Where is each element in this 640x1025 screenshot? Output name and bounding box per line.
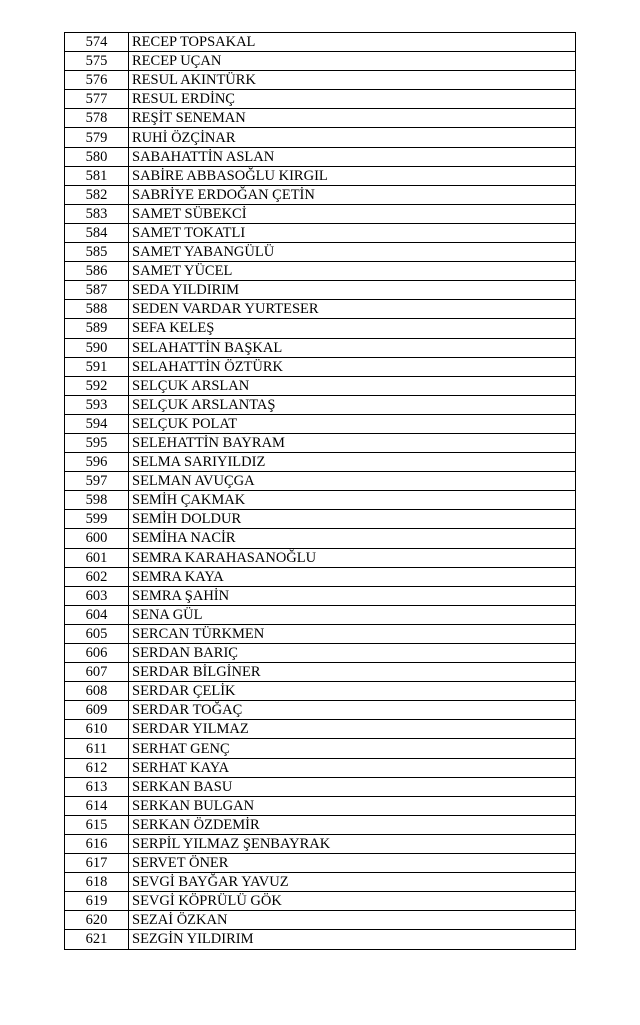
table-row (65, 128, 576, 147)
table-row (65, 605, 576, 624)
person-name-cell: SEZAİ ÖZKAN (129, 911, 576, 930)
table-row (65, 185, 576, 204)
table-row (65, 892, 576, 911)
table-row (65, 739, 576, 758)
person-name-cell: SERKAN BASU (129, 777, 576, 796)
row-number-cell: 604 (65, 605, 129, 624)
row-number-cell: 619 (65, 892, 129, 911)
table-row (65, 491, 576, 510)
table-row (65, 223, 576, 242)
person-name-cell: SEFA KELEŞ (129, 319, 576, 338)
row-number-cell: 612 (65, 758, 129, 777)
table-row (65, 52, 576, 71)
row-number-cell: 587 (65, 281, 129, 300)
table-row (65, 472, 576, 491)
table-row (65, 663, 576, 682)
person-name-cell: SERDAR TOĞAÇ (129, 701, 576, 720)
row-number-cell: 584 (65, 223, 129, 242)
person-name-cell: RECEP TOPSAKAL (129, 33, 576, 52)
person-name-cell: SAMET SÜBEKCİ (129, 204, 576, 223)
row-number-cell: 603 (65, 586, 129, 605)
person-name-cell: SABAHATTİN ASLAN (129, 147, 576, 166)
row-number-cell: 608 (65, 682, 129, 701)
table-row (65, 624, 576, 643)
table-row (65, 854, 576, 873)
person-name-cell: SELAHATTİN ÖZTÜRK (129, 357, 576, 376)
person-name-cell: SAMET YABANGÜLÜ (129, 243, 576, 262)
row-number-cell: 621 (65, 930, 129, 949)
person-name-cell: SERHAT GENÇ (129, 739, 576, 758)
row-number-cell: 602 (65, 567, 129, 586)
table-row (65, 33, 576, 52)
table-row (65, 567, 576, 586)
row-number-cell: 581 (65, 166, 129, 185)
row-number-cell: 611 (65, 739, 129, 758)
person-name-cell: SEMRA ŞAHİN (129, 586, 576, 605)
table-row (65, 395, 576, 414)
table-row (65, 529, 576, 548)
person-name-cell: RESUL ERDİNÇ (129, 90, 576, 109)
row-number-cell: 614 (65, 796, 129, 815)
table-row (65, 166, 576, 185)
table-row (65, 414, 576, 433)
person-name-cell: SEZGİN YILDIRIM (129, 930, 576, 949)
person-name-cell: SEMRA KAYA (129, 567, 576, 586)
row-number-cell: 588 (65, 300, 129, 319)
person-name-cell: SELÇUK POLAT (129, 414, 576, 433)
person-name-cell: SEVGİ KÖPRÜLÜ GÖK (129, 892, 576, 911)
row-number-cell: 618 (65, 873, 129, 892)
person-name-cell: SERVET ÖNER (129, 854, 576, 873)
table-row (65, 586, 576, 605)
table-row (65, 796, 576, 815)
row-number-cell: 620 (65, 911, 129, 930)
name-list-table (64, 32, 576, 950)
row-number-cell: 592 (65, 376, 129, 395)
row-number-cell: 617 (65, 854, 129, 873)
person-name-cell: SAMET TOKATLI (129, 223, 576, 242)
person-name-cell: SAMET YÜCEL (129, 262, 576, 281)
table-row (65, 930, 576, 949)
table-row (65, 357, 576, 376)
row-number-cell: 613 (65, 777, 129, 796)
person-name-cell: SELAHATTİN BAŞKAL (129, 338, 576, 357)
table-row (65, 453, 576, 472)
row-number-cell: 583 (65, 204, 129, 223)
table-row (65, 873, 576, 892)
person-name-cell: RESUL AKINTÜRK (129, 71, 576, 90)
table-row (65, 90, 576, 109)
row-number-cell: 591 (65, 357, 129, 376)
row-number-cell: 599 (65, 510, 129, 529)
person-name-cell: REŞİT SENEMAN (129, 109, 576, 128)
row-number-cell: 596 (65, 453, 129, 472)
person-name-cell: SERCAN TÜRKMEN (129, 624, 576, 643)
person-name-cell: SERDAR BİLGİNER (129, 663, 576, 682)
table-row (65, 911, 576, 930)
table-row (65, 815, 576, 834)
person-name-cell: SEMİHA NACİR (129, 529, 576, 548)
person-name-cell: RECEP UÇAN (129, 52, 576, 71)
table-row (65, 644, 576, 663)
table-row (65, 300, 576, 319)
person-name-cell: SERKAN ÖZDEMİR (129, 815, 576, 834)
row-number-cell: 579 (65, 128, 129, 147)
table-row (65, 109, 576, 128)
row-number-cell: 575 (65, 52, 129, 71)
row-number-cell: 609 (65, 701, 129, 720)
row-number-cell: 574 (65, 33, 129, 52)
person-name-cell: SERKAN BULGAN (129, 796, 576, 815)
table-row (65, 834, 576, 853)
row-number-cell: 598 (65, 491, 129, 510)
person-name-cell: SELMA SARIYILDIZ (129, 453, 576, 472)
row-number-cell: 580 (65, 147, 129, 166)
table-row (65, 262, 576, 281)
row-number-cell: 589 (65, 319, 129, 338)
row-number-cell: 582 (65, 185, 129, 204)
table-row (65, 720, 576, 739)
row-number-cell: 576 (65, 71, 129, 90)
person-name-cell: SEDA YILDIRIM (129, 281, 576, 300)
row-number-cell: 616 (65, 834, 129, 853)
table-row (65, 204, 576, 223)
row-number-cell: 600 (65, 529, 129, 548)
person-name-cell: SERDAR ÇELİK (129, 682, 576, 701)
name-list-body (65, 33, 576, 950)
table-row (65, 281, 576, 300)
document-page (64, 32, 576, 950)
person-name-cell: SELÇUK ARSLANTAŞ (129, 395, 576, 414)
row-number-cell: 586 (65, 262, 129, 281)
row-number-cell: 595 (65, 433, 129, 452)
table-row (65, 147, 576, 166)
row-number-cell: 607 (65, 663, 129, 682)
row-number-cell: 577 (65, 90, 129, 109)
person-name-cell: SEMRA KARAHASANOĞLU (129, 548, 576, 567)
person-name-cell: SEDEN VARDAR YURTESER (129, 300, 576, 319)
person-name-cell: SELÇUK ARSLAN (129, 376, 576, 395)
person-name-cell: SEMİH DOLDUR (129, 510, 576, 529)
person-name-cell: SELEHATTİN BAYRAM (129, 433, 576, 452)
table-row (65, 758, 576, 777)
row-number-cell: 593 (65, 395, 129, 414)
person-name-cell: SABİRE ABBASOĞLU KIRGIL (129, 166, 576, 185)
row-number-cell: 601 (65, 548, 129, 567)
table-row (65, 510, 576, 529)
person-name-cell: SEMİH ÇAKMAK (129, 491, 576, 510)
table-row (65, 71, 576, 90)
person-name-cell: RUHİ ÖZÇİNAR (129, 128, 576, 147)
row-number-cell: 594 (65, 414, 129, 433)
person-name-cell: SERDAR YILMAZ (129, 720, 576, 739)
person-name-cell: SEVGİ BAYĞAR YAVUZ (129, 873, 576, 892)
person-name-cell: SERDAN BARIÇ (129, 644, 576, 663)
row-number-cell: 610 (65, 720, 129, 739)
table-row (65, 682, 576, 701)
table-row (65, 243, 576, 262)
row-number-cell: 590 (65, 338, 129, 357)
table-row (65, 548, 576, 567)
table-row (65, 701, 576, 720)
row-number-cell: 578 (65, 109, 129, 128)
table-row (65, 319, 576, 338)
person-name-cell: SERPİL YILMAZ ŞENBAYRAK (129, 834, 576, 853)
table-row (65, 433, 576, 452)
person-name-cell: SERHAT KAYA (129, 758, 576, 777)
table-row (65, 338, 576, 357)
row-number-cell: 597 (65, 472, 129, 491)
row-number-cell: 606 (65, 644, 129, 663)
person-name-cell: SENA GÜL (129, 605, 576, 624)
row-number-cell: 615 (65, 815, 129, 834)
table-row (65, 376, 576, 395)
row-number-cell: 605 (65, 624, 129, 643)
row-number-cell: 585 (65, 243, 129, 262)
person-name-cell: SELMAN AVUÇGA (129, 472, 576, 491)
table-row (65, 777, 576, 796)
person-name-cell: SABRİYE ERDOĞAN ÇETİN (129, 185, 576, 204)
